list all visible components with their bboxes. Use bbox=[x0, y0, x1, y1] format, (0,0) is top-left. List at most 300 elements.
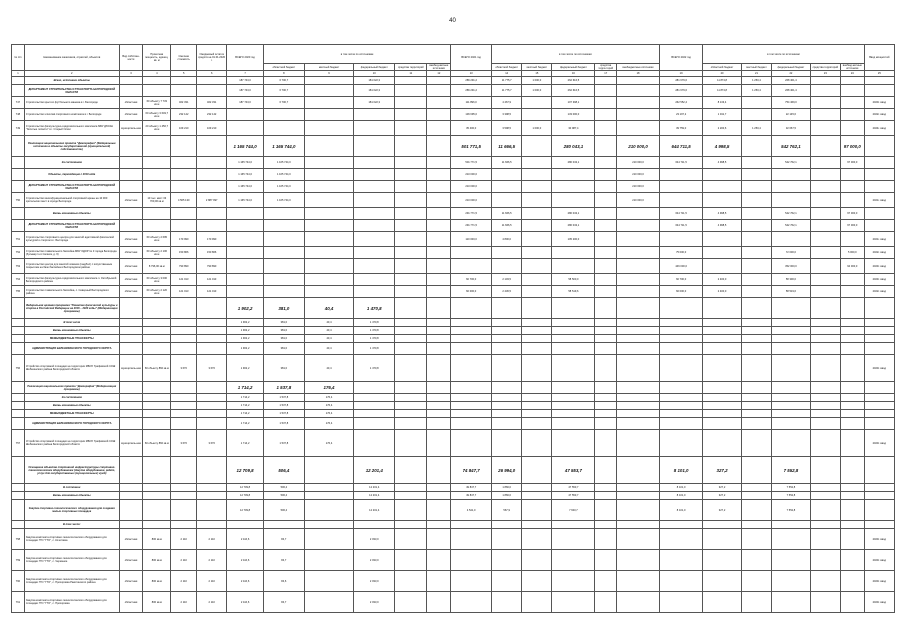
table-cell bbox=[492, 430, 522, 457]
table-cell bbox=[304, 193, 354, 208]
table-cell bbox=[427, 529, 451, 550]
row-name-cell: Вновь начинаемые объекты bbox=[24, 492, 119, 500]
table-cell bbox=[451, 418, 492, 430]
table-cell bbox=[119, 157, 143, 169]
table-cell: 210 000,0 bbox=[451, 193, 492, 208]
table-cell: 60 700,0 bbox=[660, 274, 703, 286]
table-cell bbox=[395, 121, 427, 136]
table-cell bbox=[197, 394, 227, 402]
table-row bbox=[12, 121, 895, 136]
table-row bbox=[12, 550, 895, 571]
table-cell bbox=[197, 181, 227, 193]
table-cell bbox=[451, 355, 492, 382]
table-cell bbox=[522, 394, 552, 402]
table-cell bbox=[354, 109, 395, 121]
table-cell bbox=[864, 484, 894, 492]
table-cell bbox=[395, 327, 427, 335]
table-cell bbox=[395, 259, 427, 274]
table-cell bbox=[595, 109, 617, 121]
table-cell bbox=[595, 484, 617, 492]
table-cell bbox=[741, 97, 771, 109]
table-cell bbox=[304, 85, 354, 97]
table-cell bbox=[304, 136, 354, 157]
table-cell bbox=[741, 418, 771, 430]
table-cell bbox=[171, 327, 197, 335]
table-row bbox=[12, 418, 895, 430]
table-cell bbox=[616, 327, 659, 335]
table-cell bbox=[864, 327, 894, 335]
table-cell bbox=[810, 169, 840, 181]
table-cell: 327,2 bbox=[703, 500, 742, 521]
table-cell bbox=[354, 157, 395, 169]
table-cell bbox=[552, 430, 595, 457]
table-cell bbox=[263, 286, 304, 298]
table-cell bbox=[427, 355, 451, 382]
table-cell bbox=[227, 286, 264, 298]
column-number-cell: 14 bbox=[492, 71, 522, 77]
table-cell bbox=[12, 85, 25, 97]
table-cell bbox=[451, 319, 492, 327]
table-cell bbox=[304, 181, 354, 193]
table-cell bbox=[616, 382, 659, 394]
table-cell: 280 043,1 bbox=[552, 220, 595, 232]
table-cell: 12 709,8 bbox=[227, 492, 264, 500]
table-cell bbox=[840, 193, 864, 208]
table-cell: 748 bbox=[12, 109, 25, 121]
table-cell bbox=[772, 355, 811, 382]
table-cell bbox=[143, 327, 171, 335]
table-row bbox=[12, 394, 895, 402]
table-cell bbox=[354, 430, 395, 457]
table-cell: областная bbox=[119, 592, 143, 613]
header-src-2020: средства территорий bbox=[395, 64, 427, 71]
table-cell: 2 110 bbox=[197, 529, 227, 550]
table-cell: областная bbox=[119, 286, 143, 298]
table-cell: 757 bbox=[12, 430, 25, 457]
table-cell bbox=[616, 85, 659, 97]
table-cell: 280 043,1 bbox=[552, 136, 595, 157]
column-number-cell: 16 bbox=[552, 71, 595, 77]
table-cell: 121 013 bbox=[197, 274, 227, 286]
table-cell: 751 bbox=[12, 232, 25, 247]
table-cell bbox=[772, 343, 811, 355]
table-cell bbox=[143, 85, 171, 97]
table-cell bbox=[810, 571, 840, 592]
table-cell bbox=[703, 402, 742, 410]
table-cell bbox=[395, 418, 427, 430]
table-cell bbox=[354, 247, 395, 259]
table-cell bbox=[810, 394, 840, 402]
table-cell: 210 000,0 bbox=[616, 181, 659, 193]
table-cell: 40,4 bbox=[304, 343, 354, 355]
table-cell: 790 890 bbox=[171, 259, 197, 274]
table-cell: 1 470,8 bbox=[354, 343, 395, 355]
table-cell bbox=[772, 521, 811, 529]
table-cell bbox=[451, 410, 492, 418]
table-cell bbox=[741, 592, 771, 613]
table-cell bbox=[810, 220, 840, 232]
table-cell bbox=[741, 394, 771, 402]
table-cell bbox=[119, 492, 143, 500]
table-cell bbox=[840, 410, 864, 418]
table-cell bbox=[616, 355, 659, 382]
table-cell bbox=[427, 382, 451, 394]
table-cell bbox=[395, 85, 427, 97]
table-cell bbox=[263, 109, 304, 121]
row-name-cell: Устройство спортивной площадки на территории МБОУ Графовской СОШ Шебекинского района Белгородской области bbox=[24, 430, 119, 457]
table-cell bbox=[171, 521, 197, 529]
column-number-cell: 6 bbox=[197, 71, 227, 77]
table-cell bbox=[741, 286, 771, 298]
table-cell bbox=[840, 97, 864, 109]
row-name-cell: Вновь начинаемые объекты bbox=[24, 208, 119, 220]
table-cell: 2 110 bbox=[197, 592, 227, 613]
table-cell: 3 670 bbox=[171, 430, 197, 457]
column-number-cell: 25 bbox=[864, 71, 894, 77]
table-cell bbox=[741, 335, 771, 343]
table-cell bbox=[395, 298, 427, 319]
table-cell bbox=[595, 157, 617, 169]
table-row bbox=[12, 157, 895, 169]
table-cell bbox=[741, 157, 771, 169]
table-cell: 2020г. ввод bbox=[864, 571, 894, 592]
table-cell: 800 кв.м bbox=[143, 529, 171, 550]
table-cell: 2024г. ввод bbox=[864, 121, 894, 136]
column-number-cell: 11 bbox=[395, 71, 427, 77]
table-cell: 2 033,0 bbox=[354, 550, 395, 571]
table-cell: 1 902,2 bbox=[227, 343, 264, 355]
table-cell bbox=[427, 550, 451, 571]
table-cell bbox=[227, 232, 264, 247]
table-cell bbox=[741, 136, 771, 157]
table-row bbox=[12, 247, 895, 259]
table-cell bbox=[840, 335, 864, 343]
table-cell bbox=[171, 484, 197, 492]
table-cell bbox=[12, 521, 25, 529]
table-cell: 1 714,2 bbox=[227, 410, 264, 418]
table-cell bbox=[864, 382, 894, 394]
table-cell bbox=[840, 343, 864, 355]
header-total-2020: ВСЕГО 2020 год bbox=[227, 45, 264, 71]
table-cell bbox=[552, 298, 595, 319]
table-cell bbox=[354, 181, 395, 193]
table-cell: 1 165 744,0 bbox=[263, 157, 304, 169]
table-cell bbox=[119, 484, 143, 492]
row-name-cell: МЕЖБЮДЖЕТНЫЕ ТРАНСФЕРТЫ bbox=[24, 410, 119, 418]
table-cell: 262 616,5 bbox=[552, 85, 595, 97]
row-name-cell: За состоянием bbox=[24, 157, 119, 169]
table-cell bbox=[660, 410, 703, 418]
table-cell bbox=[119, 298, 143, 319]
table-cell bbox=[840, 457, 864, 484]
table-cell: 381,0 bbox=[263, 355, 304, 382]
table-cell bbox=[492, 521, 522, 529]
table-cell bbox=[119, 521, 143, 529]
table-cell bbox=[703, 355, 742, 382]
table-cell: 10 тыс. мест 33 700,00 кв.м bbox=[143, 193, 171, 208]
table-cell bbox=[595, 232, 617, 247]
table-cell: 176,4 bbox=[304, 410, 354, 418]
table-cell bbox=[741, 327, 771, 335]
table-cell: 542 762,1 bbox=[772, 136, 811, 157]
table-row bbox=[12, 529, 895, 550]
table-cell: 6 700,7 bbox=[263, 77, 304, 85]
table-cell bbox=[522, 208, 552, 220]
table-cell bbox=[119, 136, 143, 157]
table-cell bbox=[703, 529, 742, 550]
table-cell bbox=[12, 169, 25, 181]
table-cell: 1 537,8 bbox=[263, 418, 304, 430]
table-cell bbox=[197, 77, 227, 85]
table-cell: 2 110 bbox=[197, 571, 227, 592]
table-cell bbox=[522, 232, 552, 247]
table-cell bbox=[354, 394, 395, 402]
table-cell bbox=[741, 410, 771, 418]
table-cell bbox=[595, 592, 617, 613]
table-cell bbox=[197, 343, 227, 355]
table-cell bbox=[171, 457, 197, 484]
table-cell bbox=[864, 136, 894, 157]
row-name-cell: ДЕПАРТАМЕНТ СТРОИТЕЛЬСТВА И ТРАНСПОРТА БЕЛГОРОДСКОЙ ОБЛАСТИ bbox=[24, 181, 119, 193]
table-cell bbox=[451, 382, 492, 394]
table-cell bbox=[451, 247, 492, 259]
table-cell bbox=[492, 410, 522, 418]
table-cell bbox=[451, 529, 492, 550]
table-cell bbox=[595, 521, 617, 529]
table-cell bbox=[119, 85, 143, 97]
table-cell: 747 bbox=[12, 97, 25, 109]
table-cell: областная bbox=[119, 193, 143, 208]
table-cell bbox=[171, 410, 197, 418]
table-cell bbox=[810, 592, 840, 613]
table-cell bbox=[12, 457, 25, 484]
table-cell bbox=[12, 410, 25, 418]
table-cell bbox=[595, 181, 617, 193]
table-cell bbox=[427, 410, 451, 418]
table-cell bbox=[840, 571, 864, 592]
table-cell: 644 711,5 bbox=[660, 220, 703, 232]
table-cell bbox=[12, 157, 25, 169]
table-cell bbox=[171, 157, 197, 169]
table-cell bbox=[395, 521, 427, 529]
column-number-cell: 8 bbox=[263, 71, 304, 77]
table-cell bbox=[522, 169, 552, 181]
table-cell bbox=[304, 286, 354, 298]
table-cell bbox=[522, 136, 552, 157]
table-cell bbox=[143, 298, 171, 319]
table-cell bbox=[395, 335, 427, 343]
table-cell: 1 470,8 bbox=[354, 355, 395, 382]
row-name-cell: Закупка комплекта спортивно-технологического оборудования для площадки ГТО "ГТО", с. Прохоровка bbox=[24, 592, 119, 613]
table-cell bbox=[552, 529, 595, 550]
table-cell bbox=[522, 97, 552, 109]
table-cell bbox=[12, 382, 25, 394]
table-cell: 4 800,0 bbox=[492, 232, 522, 247]
table-cell bbox=[840, 85, 864, 97]
table-cell: 40,4 bbox=[304, 327, 354, 335]
table-cell bbox=[304, 492, 354, 500]
table-cell bbox=[840, 521, 864, 529]
table-cell: 210 000,0 bbox=[616, 169, 659, 181]
table-cell bbox=[143, 77, 171, 85]
table-cell: 800 кв.м bbox=[143, 571, 171, 592]
header-sources-2020: в том числе по источникам bbox=[263, 45, 450, 64]
table-cell: 150 866 bbox=[197, 247, 227, 259]
table-cell bbox=[703, 169, 742, 181]
table-cell bbox=[810, 382, 840, 394]
table-cell: 11 666,5 bbox=[492, 136, 522, 157]
table-cell: 2020г. ввод bbox=[864, 355, 894, 382]
table-cell bbox=[616, 394, 659, 402]
table-cell bbox=[741, 181, 771, 193]
table-cell bbox=[741, 319, 771, 327]
table-cell bbox=[595, 382, 617, 394]
table-cell bbox=[427, 77, 451, 85]
table-cell: 3 670 bbox=[197, 355, 227, 382]
table-cell bbox=[741, 355, 771, 382]
table-cell bbox=[427, 232, 451, 247]
table-cell bbox=[451, 402, 492, 410]
table-cell: 8 796,00 кв.м bbox=[143, 259, 171, 274]
table-cell bbox=[552, 410, 595, 418]
table-cell bbox=[772, 430, 811, 457]
table-cell bbox=[492, 327, 522, 335]
table-cell: 752 bbox=[12, 247, 25, 259]
table-cell bbox=[772, 410, 811, 418]
table-cell bbox=[143, 521, 171, 529]
table-cell: 291 771,5 bbox=[451, 208, 492, 220]
table-cell bbox=[227, 259, 264, 274]
table-row bbox=[12, 97, 895, 109]
table-cell: 4 998,5 bbox=[703, 157, 742, 169]
table-cell: 327,2 bbox=[703, 492, 742, 500]
table-cell: 47 553,7 bbox=[552, 457, 595, 484]
table-cell bbox=[810, 77, 840, 85]
table-cell bbox=[12, 327, 25, 335]
header-src-2021: федеральный бюджет bbox=[552, 64, 595, 71]
table-cell bbox=[552, 319, 595, 327]
table-cell: 800 кв.м bbox=[143, 592, 171, 613]
table-cell bbox=[395, 220, 427, 232]
table-cell bbox=[660, 430, 703, 457]
table-cell bbox=[171, 136, 197, 157]
header-src-2022: местный бюджет bbox=[741, 64, 771, 71]
table-cell: 501 771,5 bbox=[451, 157, 492, 169]
table-cell bbox=[595, 136, 617, 157]
table-cell bbox=[552, 181, 595, 193]
table-cell bbox=[119, 181, 143, 193]
table-cell: 758 bbox=[12, 529, 25, 550]
table-cell: 2 400,0 bbox=[703, 274, 742, 286]
table-cell: 1 537,8 bbox=[263, 410, 304, 418]
table-cell bbox=[864, 402, 894, 410]
table-cell bbox=[197, 382, 227, 394]
table-cell: 5 000,0 bbox=[840, 247, 864, 259]
table-cell bbox=[227, 220, 264, 232]
table-cell: 2020г. ввод bbox=[864, 592, 894, 613]
table-cell bbox=[492, 382, 522, 394]
table-cell bbox=[143, 335, 171, 343]
column-number-cell: 17 bbox=[595, 71, 617, 77]
table-cell: муниципаль-ная bbox=[119, 430, 143, 457]
budget-table bbox=[11, 44, 895, 613]
table-cell: 210 000,0 bbox=[451, 181, 492, 193]
table-row bbox=[12, 286, 895, 298]
table-cell bbox=[12, 136, 25, 157]
table-cell bbox=[810, 430, 840, 457]
table-cell bbox=[595, 500, 617, 521]
table-cell bbox=[810, 247, 840, 259]
table-row bbox=[12, 430, 895, 457]
table-cell bbox=[12, 319, 25, 327]
table-cell bbox=[427, 592, 451, 613]
table-row bbox=[12, 181, 895, 193]
table-cell bbox=[741, 484, 771, 492]
table-cell bbox=[227, 208, 264, 220]
table-cell bbox=[810, 208, 840, 220]
table-cell: областная bbox=[119, 274, 143, 286]
header-src-2021: областной бюджет bbox=[492, 64, 522, 71]
table-cell bbox=[427, 430, 451, 457]
table-cell: 506,4 bbox=[263, 457, 304, 484]
table-cell: 1 537,8 bbox=[263, 394, 304, 402]
table-cell bbox=[595, 193, 617, 208]
table-cell: 8 101,0 bbox=[660, 484, 703, 492]
table-row bbox=[12, 355, 895, 382]
table-cell bbox=[741, 402, 771, 410]
table-cell: 644 711,5 bbox=[660, 136, 703, 157]
header-src-2020: федеральный бюджет bbox=[354, 64, 395, 71]
table-cell bbox=[552, 169, 595, 181]
table-cell bbox=[810, 500, 840, 521]
table-cell bbox=[171, 298, 197, 319]
table-cell bbox=[522, 220, 552, 232]
table-cell: 187 743,0 bbox=[227, 85, 264, 97]
table-cell: 462 331 bbox=[171, 97, 197, 109]
table-cell: 4 998,5 bbox=[703, 220, 742, 232]
row-name-cell: АДМИНИСТРАЦИЯ БЕЛЕНИХИНСКОГО ГОРОДСКОГО ОКРУГА bbox=[24, 343, 119, 355]
table-cell bbox=[451, 394, 492, 402]
table-cell bbox=[522, 335, 552, 343]
table-cell bbox=[660, 418, 703, 430]
table-cell bbox=[522, 492, 552, 500]
table-cell bbox=[616, 418, 659, 430]
table-cell bbox=[492, 394, 522, 402]
header-row-main bbox=[12, 45, 895, 64]
table-cell: областная bbox=[119, 550, 143, 571]
table-cell: 181 022,3 bbox=[354, 97, 395, 109]
table-cell bbox=[451, 298, 492, 319]
table-cell bbox=[616, 274, 659, 286]
table-row bbox=[12, 457, 895, 484]
table-cell bbox=[660, 319, 703, 327]
table-cell: 2022г. ввод bbox=[864, 109, 894, 121]
table-cell bbox=[595, 220, 617, 232]
table-cell: 3 598,5 bbox=[492, 121, 522, 136]
table-cell: 176,4 bbox=[304, 394, 354, 402]
table-cell bbox=[171, 335, 197, 343]
header-sources-2021: в том числе по источникам: bbox=[492, 45, 660, 64]
table-cell: 1 902,2 bbox=[227, 319, 264, 327]
table-cell bbox=[864, 418, 894, 430]
table-cell bbox=[354, 274, 395, 286]
table-cell bbox=[660, 169, 703, 181]
table-cell bbox=[427, 343, 451, 355]
table-row bbox=[12, 402, 895, 410]
table-cell: 1 537,8 bbox=[263, 402, 304, 410]
table-cell bbox=[772, 382, 811, 394]
header-src-2021: внебюджетные источники bbox=[616, 64, 659, 71]
